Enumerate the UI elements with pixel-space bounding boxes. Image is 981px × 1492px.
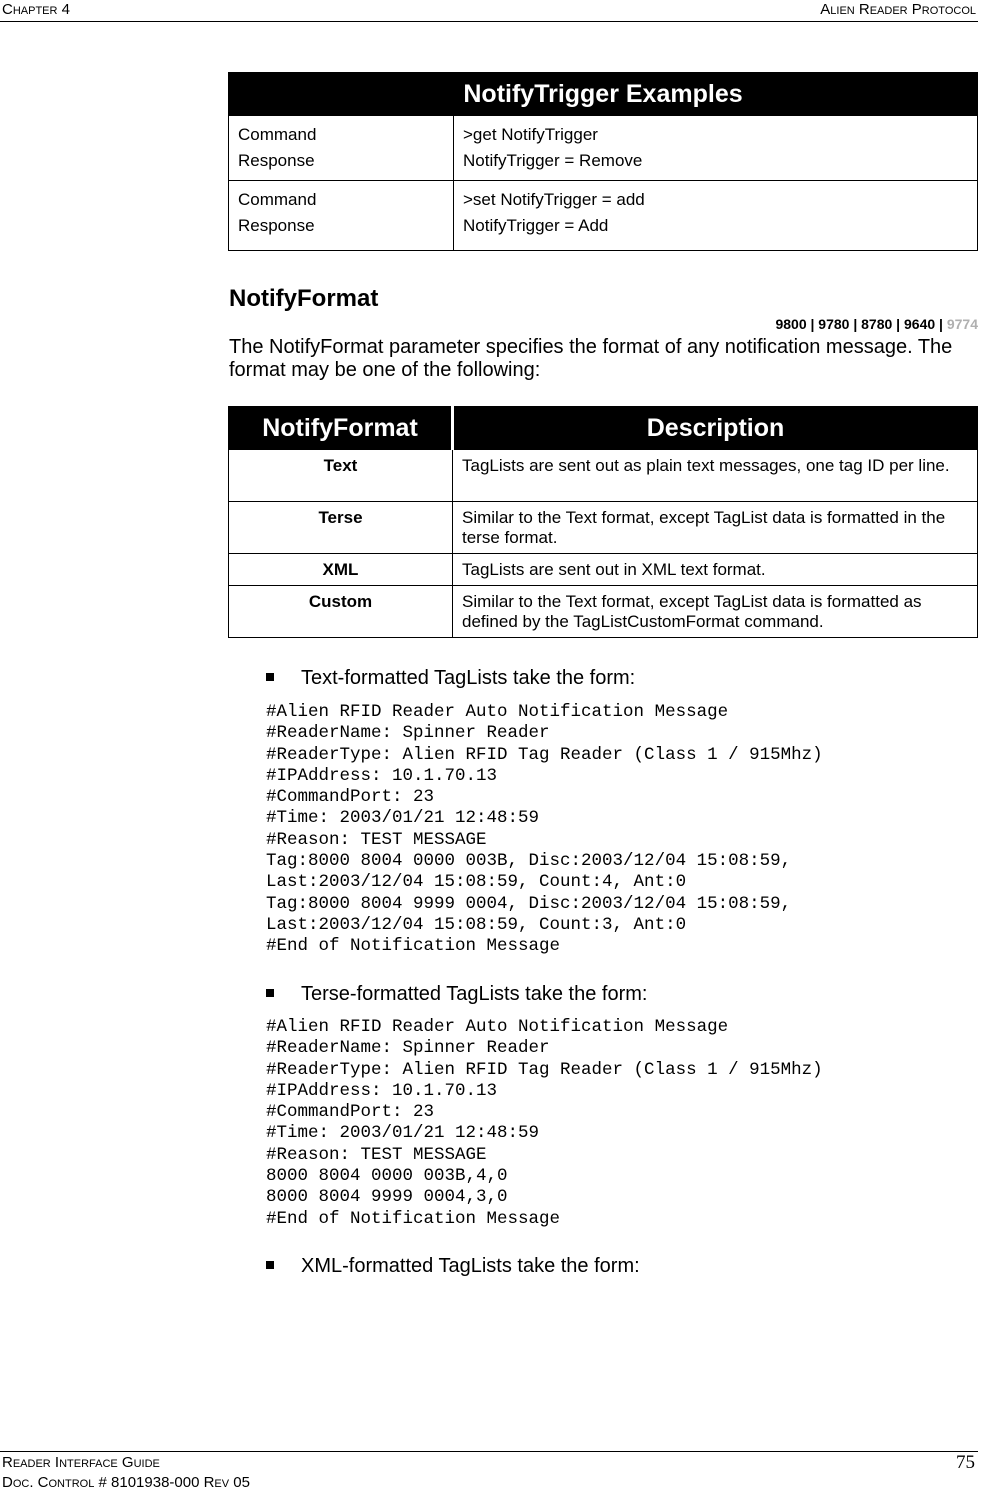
table-row [229,116,978,181]
response-text: NotifyTrigger = Remove [463,151,643,170]
bullet-label: Terse-formatted TagLists take the form: [301,983,648,1005]
format-description: TagLists are sent out as plain text messages, one tag ID per line. [453,450,978,502]
footer-guide-title: Reader Interface Guide [2,1454,160,1471]
section-paragraph: The NotifyFormat parameter specifies the format of any notification message. The format may be one of the following: [229,336,953,381]
page-number: 75 [956,1452,975,1473]
section-heading: NotifyFormat [229,285,379,312]
table-title: NotifyTrigger Examples [229,73,978,116]
models-unsupported: 9774 [946,316,978,332]
notifyformat-table [228,406,978,638]
format-name: XML [229,554,453,586]
page-footer [0,1451,978,1491]
bullet-label: XML-formatted TagLists take the form: [301,1255,640,1277]
row-label: Response [238,216,315,235]
bullet-square-icon [266,1261,274,1269]
bullet-square-icon [266,673,274,681]
bullet-terse-format [266,983,647,1006]
chapter-label: Chapter 4 [2,1,70,18]
format-description: Similar to the Text format, except TagList data is formatted in the terse format. [453,502,978,554]
table-row [229,502,978,554]
table-row [229,586,978,638]
models-supported: 9800 | 9780 | 8780 | 9640 | [775,316,947,332]
format-description: TagLists are sent out in XML text format. [453,554,978,586]
command-text: >set NotifyTrigger = add [463,190,645,209]
bullet-label: Text-formatted TagLists take the form: [301,667,636,689]
column-header: NotifyFormat [229,407,453,450]
format-name: Custom [229,586,453,638]
response-text: NotifyTrigger = Add [463,216,609,235]
table-row [229,181,978,251]
bullet-xml-format [266,1255,640,1278]
table-row [229,450,978,502]
footer-doc-control: Doc. Control # 8101938-000 Rev 05 [2,1474,250,1491]
terse-format-code-block: #Alien RFID Reader Auto Notification Message #ReaderName: Spinner Reader #ReaderType: Alien RFID Tag Reader (Class 1 / 915Mhz) #IPAddress: 10.1.70.13 #CommandPort: 23 #Time: 2003/01/21 12:48:59 #Reason: TEST MESSAGE 8000 8004 0000 003B,4,0 8000 8004 9999 0004,3,0 #End of Notification Message [266,1017,823,1229]
command-text: >get NotifyTrigger [463,125,598,144]
bullet-square-icon [266,989,274,997]
text-format-code-block: #Alien RFID Reader Auto Notification Message #ReaderName: Spinner Reader #ReaderType: Alien RFID Tag Reader (Class 1 / 915Mhz) #IPAddress: 10.1.70.13 #CommandPort: 23 #Time: 2003/01/21 12:48:59 #Reason: TEST MESSAGE Tag:8000 8004 0000 003B, Disc:2003/12/04 15:08:59, Last:2003/12/04 15:08:59, Count:4, Ant:0 Tag:8000 8004 9999 0004, Disc:2003/12/04 15:08:59, Last:2003/12/04 15:08:59, Count:3, Ant:0 #End of Notification Message [266,702,823,957]
notifytrigger-examples-table [228,72,978,251]
document-title: Alien Reader Protocol [820,1,976,18]
row-label: Command [238,190,317,209]
table-row [229,554,978,586]
reader-models [775,316,978,332]
bullet-text-format [266,667,635,690]
page-header [0,0,978,22]
format-name: Terse [229,502,453,554]
format-description: Similar to the Text format, except TagList data is formatted as defined by the TagListCustomFormat command. [453,586,978,638]
row-label: Response [238,151,315,170]
column-header: Description [453,407,978,450]
row-label: Command [238,125,317,144]
format-name: Text [229,450,453,502]
